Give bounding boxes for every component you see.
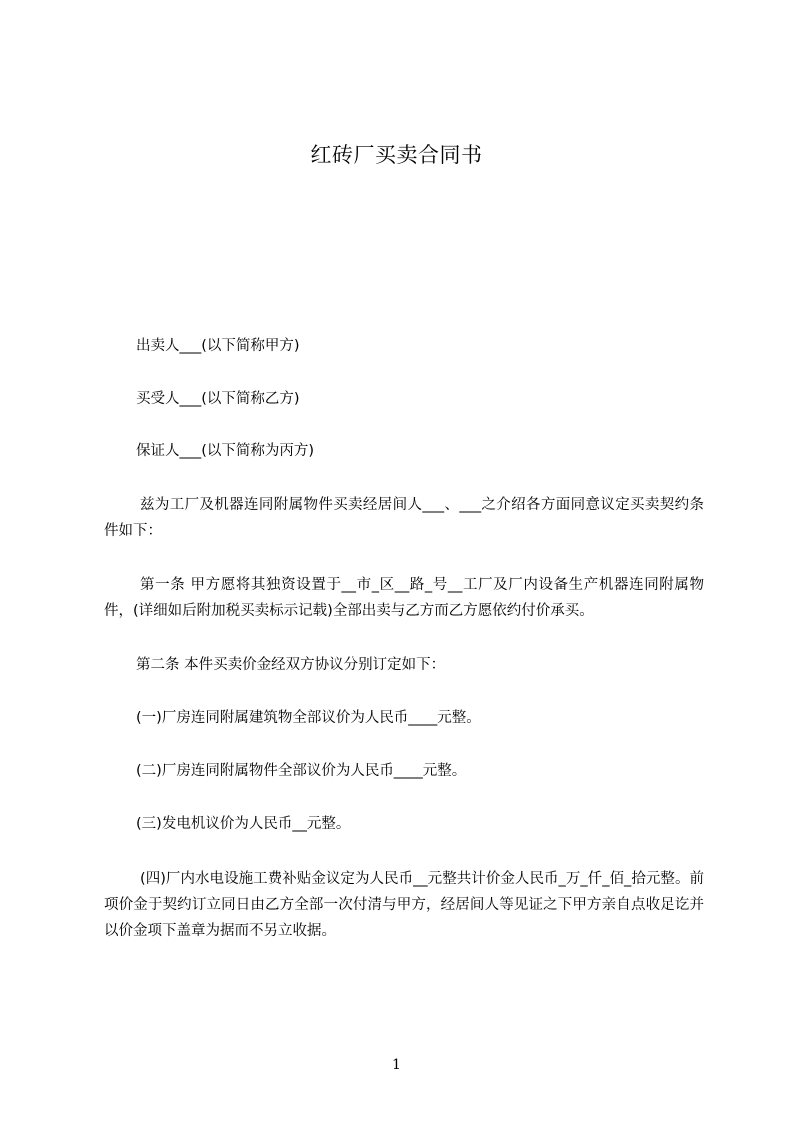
article-1-paragraph: 第一条 甲方愿将其独资设置于__市_区__路_号__工厂及厂内设备生产机器连同附属物件，(详细如后附加税买卖标示记载)全部出卖与乙方而乙方愿依约付价承买。 [104,577,704,619]
guarantor-line: 保证人___(以下简称为丙方) [136,443,315,459]
price-item-4-paragraph: (四)厂内水电设施工费补贴金议定为人民币__元整共计价金人民币_万_仟_佰_拾元整。前项价金于契约订立同日由乙方全部一次付清与甲方，经居间人等见证之下甲方亲自点收足讫并以价金项下盖章为据而不另立收据。 [104,871,704,939]
seller-line: 出卖人___(以下简称甲方) [136,338,300,354]
page-number: 1 [392,1057,401,1073]
price-item-1: (一)厂房连同附属建筑物全部议价为人民币____元整。 [136,710,481,726]
article-2-paragraph: 第二条 本件买卖价金经双方协议分别订定如下： [136,657,446,673]
buyer-line: 买受人___(以下简称乙方) [136,391,300,407]
preamble-paragraph: 兹为工厂及机器连同附属物件买卖经居间人___、___之介绍各方面同意议定买卖契约条件如下： [104,497,704,539]
price-item-2: (二)厂房连同附属物件全部议价为人民币____元整。 [136,763,467,779]
document-title: 红砖厂买卖合同书 [310,143,483,167]
price-item-3: (三)发电机议价为人民币__元整。 [136,816,351,832]
